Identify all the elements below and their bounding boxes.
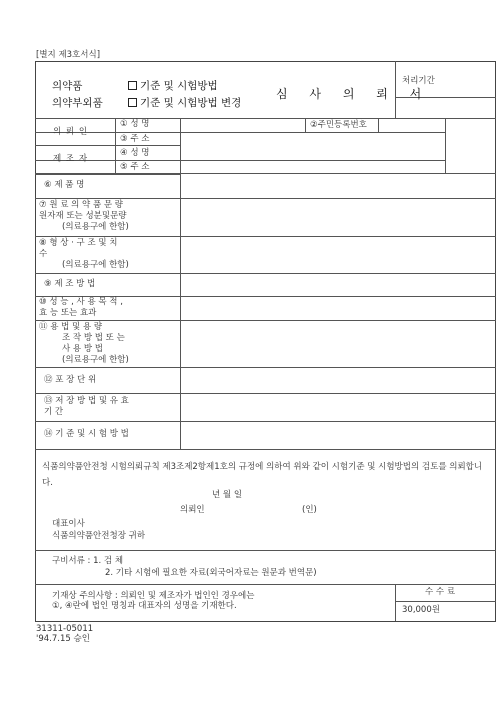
divider bbox=[35, 584, 496, 585]
divider bbox=[35, 145, 180, 146]
divider bbox=[35, 198, 496, 199]
applicant-name-field[interactable] bbox=[181, 119, 304, 131]
applicant-address-label: ③ 주 소 bbox=[120, 134, 150, 144]
seal-mark: (인) bbox=[302, 505, 317, 515]
divider bbox=[180, 118, 181, 449]
manufacturer-name-label: ④ 성 명 bbox=[120, 148, 150, 158]
request-statement: 식품의약품안전청 시험의뢰규칙 제3조제2항제1호의 규정에 의하여 위와 같이 시험기준 및 시험방법의 검토를 의뢰합니다. bbox=[42, 462, 483, 488]
divider bbox=[395, 601, 496, 602]
divider bbox=[35, 320, 496, 321]
notes-line-1: 기재상 주의사항 : 의뢰인 및 제조자가 법인인 경우에는 bbox=[52, 591, 255, 601]
divider bbox=[35, 236, 496, 237]
applicant-name-label: ① 성 명 bbox=[120, 119, 150, 129]
shape-note: (의료용구에 한함) bbox=[62, 260, 129, 270]
quasi-drug-label: 의약부외품 bbox=[52, 97, 103, 109]
drug-label: 의약품 bbox=[52, 80, 83, 92]
applicant-section: 의 뢰 인 bbox=[53, 127, 89, 137]
product-name-field[interactable] bbox=[181, 174, 495, 197]
ingredients-note: (의료용구에 한함) bbox=[62, 222, 129, 232]
attachments-item-2: 2. 기타 시험에 필요한 자료(외국어자료는 원문과 번역문) bbox=[105, 568, 317, 578]
manufacturing-method-label: ⑨ 제 조 방 법 bbox=[44, 279, 96, 289]
storage-label-2: 기 간 bbox=[44, 407, 64, 417]
shape-label-2: 수 bbox=[39, 249, 48, 259]
form-label: [별지 제3호서식] bbox=[36, 50, 101, 60]
product-name-label: ⑥ 제 품 명 bbox=[44, 180, 85, 190]
resident-number-label: ②주민등록번호 bbox=[310, 120, 367, 130]
checkbox-standard[interactable] bbox=[128, 81, 137, 90]
notes-line-2: ①, ④란에 법인 명칭과 대표자의 성명을 기재한다. bbox=[52, 601, 237, 611]
usage-note: (의료용구에 한함) bbox=[62, 355, 129, 365]
ingredients-label: ⑦ 원 료 의 약 품 문 량 bbox=[39, 200, 124, 210]
option-standard-change-label: 기준 및 시험방법 변경 bbox=[140, 97, 242, 109]
attachments-label: 구비서류 : 1. 검 체 bbox=[52, 556, 124, 566]
storage-label: ⑬ 저 장 방 법 및 유 효 bbox=[44, 396, 129, 406]
divider bbox=[35, 393, 496, 394]
option-standard-label: 기준 및 시험방법 bbox=[140, 80, 218, 92]
packaging-unit-label: ⑫ 포 장 단 위 bbox=[44, 375, 97, 385]
option-standard-change[interactable] bbox=[128, 98, 241, 109]
usage-label-3: 사 용 방 법 bbox=[62, 344, 103, 354]
divider bbox=[395, 584, 396, 621]
fee-label: 수 수 료 bbox=[425, 587, 456, 597]
divider bbox=[115, 118, 116, 173]
addressee: 식품의약품안전청장 귀하 bbox=[52, 531, 146, 541]
representative-label: 대표이사 bbox=[52, 519, 85, 529]
divider bbox=[35, 160, 445, 161]
option-standard[interactable] bbox=[128, 81, 218, 92]
divider bbox=[35, 174, 180, 175]
usage-label: ⑪ 용 법 및 용 량 bbox=[39, 322, 103, 332]
performance-label: ⑩ 성 능 , 사 용 목 적 , bbox=[39, 297, 123, 307]
resident-number-field[interactable] bbox=[379, 119, 444, 131]
fee-amount: 30,000원 bbox=[402, 605, 440, 615]
form-title: 심 사 의 뢰 서 bbox=[276, 87, 431, 101]
performance-label-2: 효 능 또는 효과 bbox=[39, 308, 97, 318]
checkbox-standard-change[interactable] bbox=[128, 98, 137, 107]
divider bbox=[35, 367, 496, 368]
divider bbox=[35, 449, 496, 450]
processing-period-label: 처리기간 bbox=[402, 76, 435, 86]
manufacturer-section: 제 조 자 bbox=[53, 154, 89, 164]
ingredients-label-2: 원자재 또는 성분및문량 bbox=[39, 211, 127, 221]
date-line: 년 월 일 bbox=[212, 490, 243, 500]
shape-label: ⑧ 형 상 · 구 조 및 치 bbox=[39, 238, 118, 248]
form-code: 31311-05011 bbox=[36, 624, 94, 634]
divider bbox=[35, 132, 445, 133]
divider bbox=[305, 118, 306, 132]
manufacturer-address-label: ⑤ 주 소 bbox=[120, 162, 150, 172]
requester-label: 의뢰인 bbox=[180, 505, 205, 515]
standard-test-method-field[interactable] bbox=[181, 422, 495, 448]
usage-label-2: 조 작 방 법 또 는 bbox=[62, 333, 125, 343]
standard-test-method-label: ⑭ 기 준 및 시 험 방 법 bbox=[44, 429, 129, 439]
divider bbox=[35, 273, 496, 274]
divider bbox=[35, 550, 496, 551]
approval-date: '94.7.15 승인 bbox=[36, 634, 90, 644]
divider bbox=[445, 118, 446, 173]
